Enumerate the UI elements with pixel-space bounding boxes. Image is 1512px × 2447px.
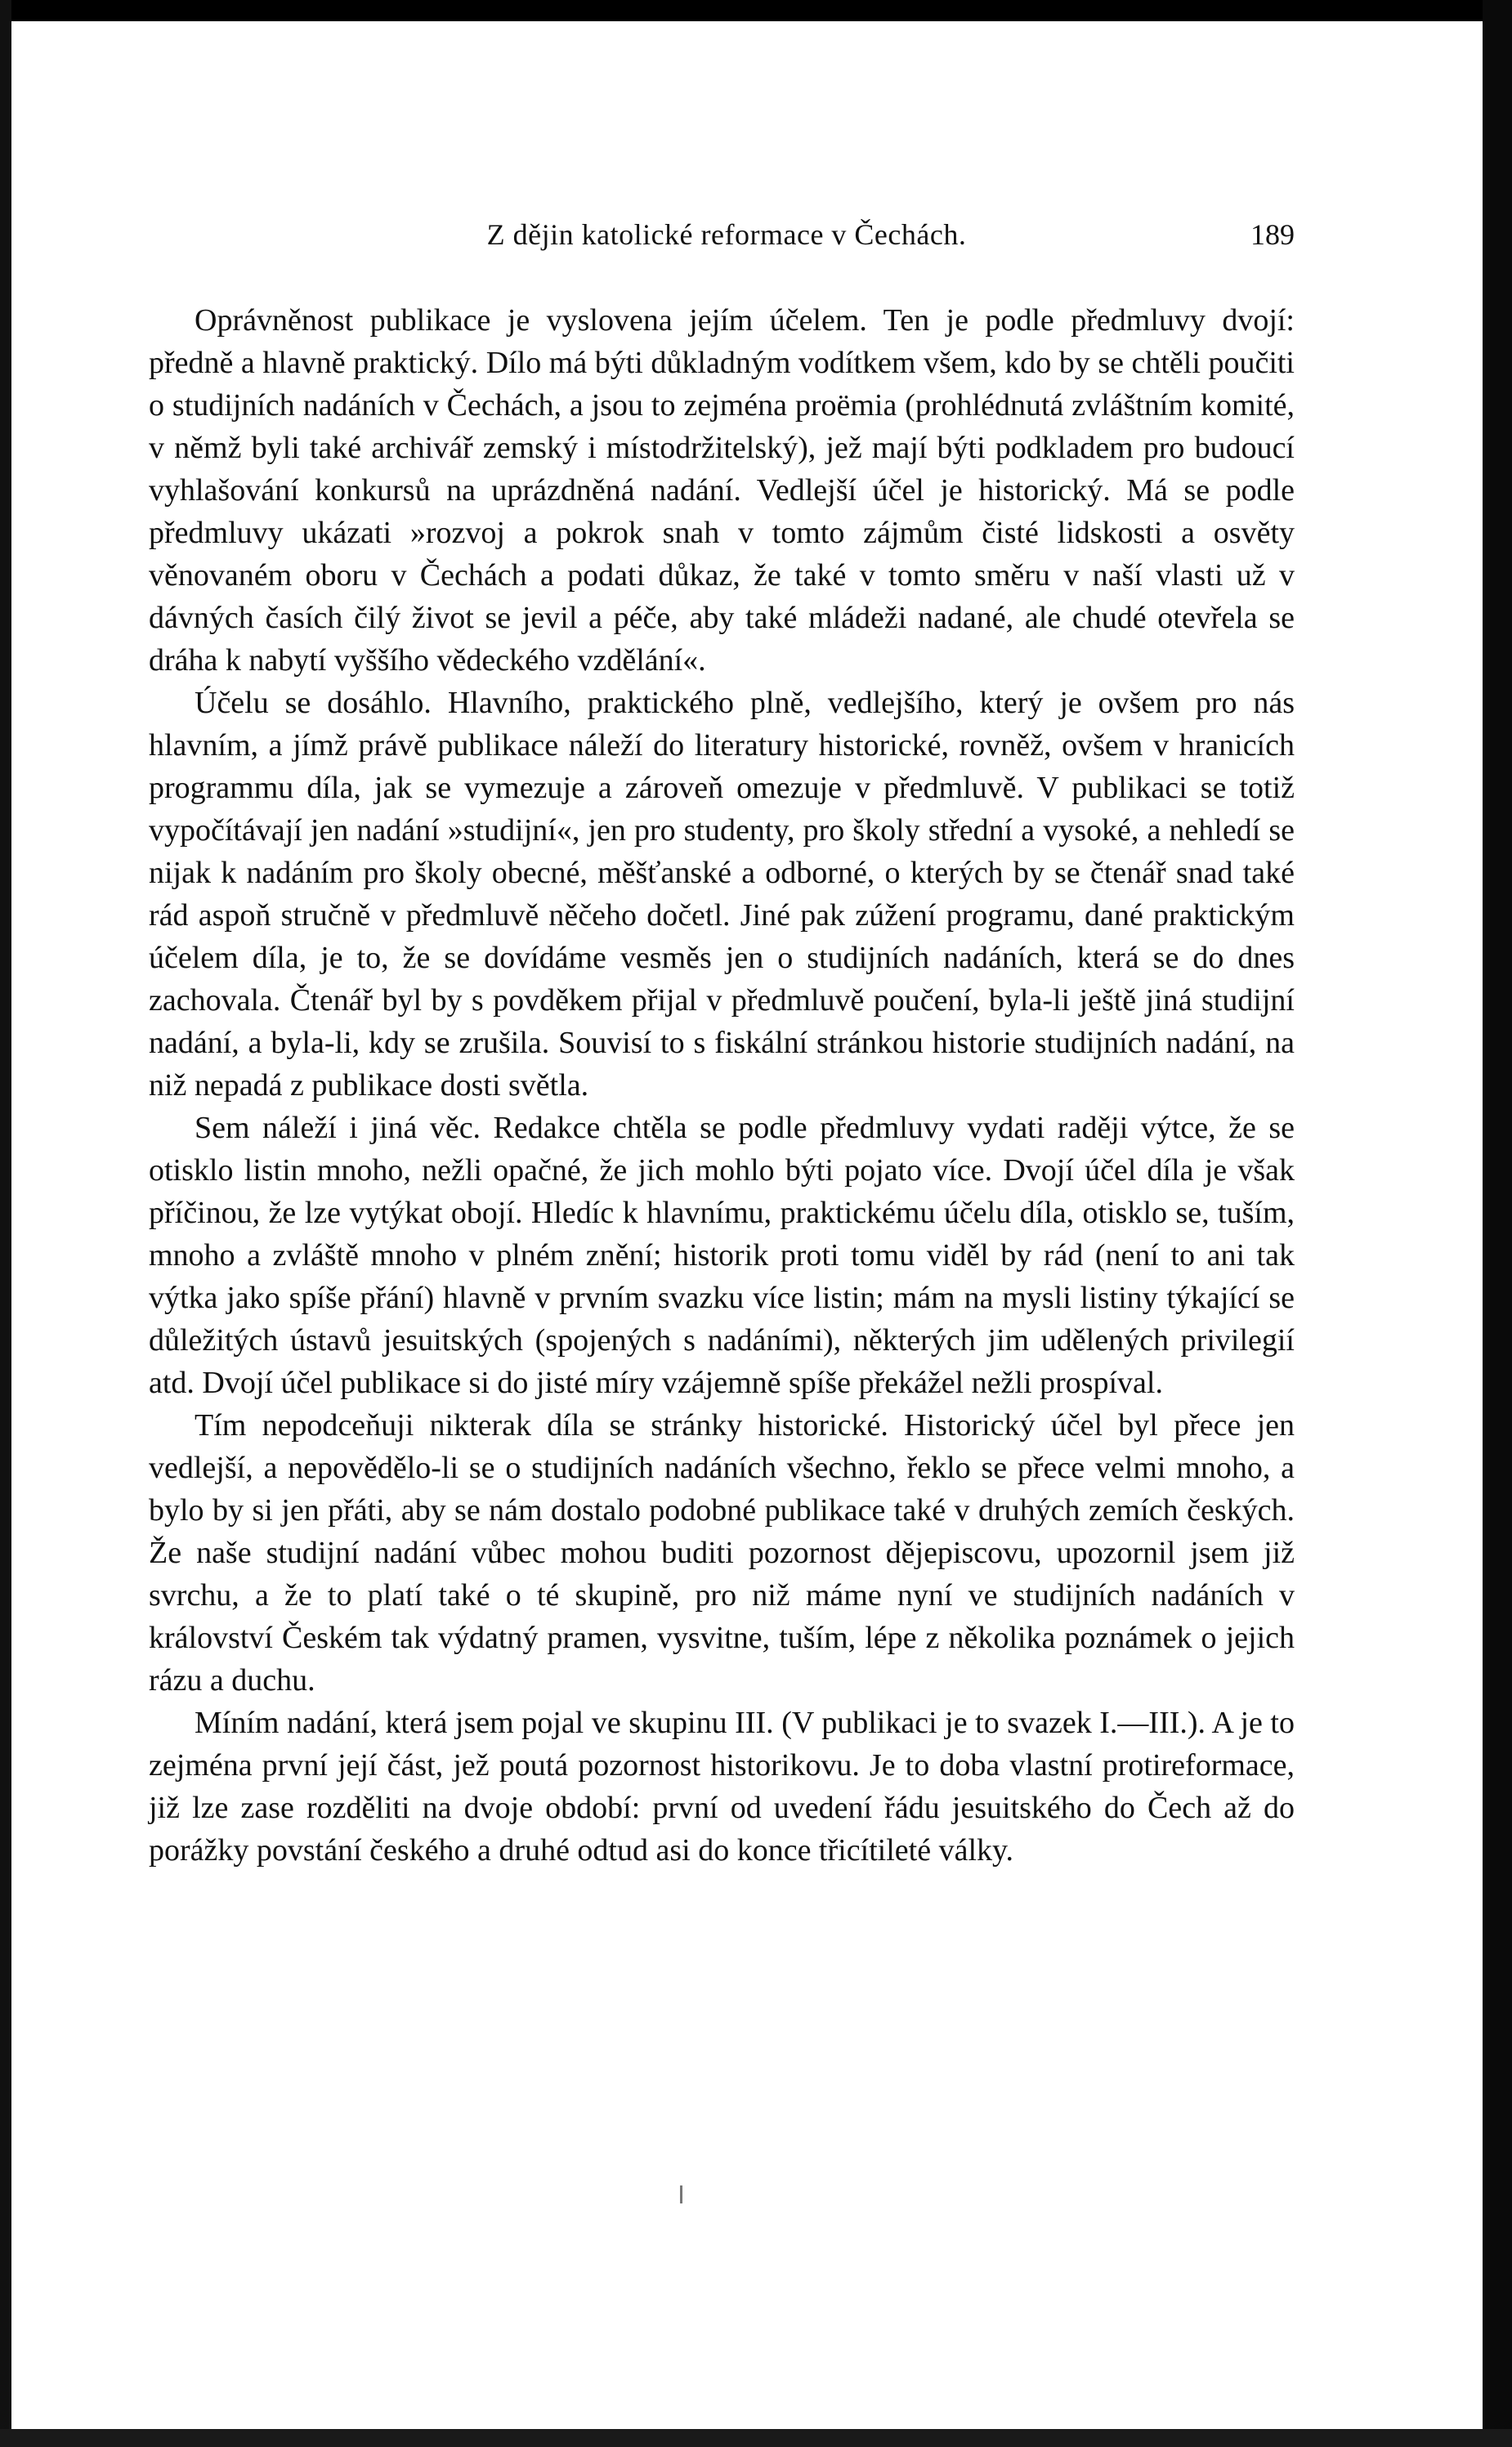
scan-edge-bottom <box>0 2429 1512 2447</box>
scan-speck <box>680 2185 682 2203</box>
running-head <box>159 217 1295 266</box>
running-title: Z dějin katolické reformace v Čechách. <box>486 218 967 251</box>
body-text <box>149 299 1295 1872</box>
paragraph-5: Míním nadání, která jsem pojal ve skupinu III. (V publikaci je to svazek I.—III.). A je to zejména první její část, jež poutá pozornost historikovu. Je to doba vlastní protireformace, již lze zase rozděliti na dvoje období: první od uvedení řádu jesuitského do Čech až do porážky povstání českého a druhé odtud asi do konce třicítileté války. <box>149 1706 1295 1868</box>
paragraph-1: Oprávněnost publikace je vyslovena jejím účelem. Ten je podle předmluvy dvojí: předně a hlavně praktický. Dílo má býti důkladným vodítkem všem, kdo by se chtěli poučiti o studijních nadáních v Čechách, a jsou to zejména proëmia (prohlédnutá zvláštním komité, v němž byli také archivář zemský i místodržitelský), jež mají býti podkladem pro budoucí vyhlašování konkursů na uprázdněná nadání. Vedlejší účel je historický. Má se podle předmluvy ukázati »rozvoj a pokrok snah v tomto zájmům čisté lidskosti a osvěty věnovaném oboru v Čechách a podati důkaz, že také v tomto směru v naší vlasti už v dávných časích čilý život se jevil a péče, aby také mládeži nadané, ale chudé otevřela se dráha k nabytí vyššího vědeckého vzdělání«. <box>149 303 1295 678</box>
scan-edge-right <box>1483 0 1512 2447</box>
paragraph-2: Účelu se dosáhlo. Hlavního, praktického plně, vedlejšího, který je ovšem pro nás hlavním, a jímž právě publikace náleží do literatury historické, rovněž, ovšem v hranicích programmu díla, jak se vymezuje a zároveň omezuje v předmluvě. V publikaci se totiž vypočítávají jen nadání »studijní«, jen pro studenty, pro školy střední a vysoké, a nehledí se nijak k nadáním pro školy obecné, měšťanské a odborné, o kterých by se čtenář snad také rád aspoň stručně v předmluvě něčeho dočetl. Jiné pak zúžení programu, dané praktickým účelem díla, je to, že se dovídáme vesměs jen o studijních nadáních, která se do dnes zachovala. Čtenář byl by s povděkem přijal v předmluvě poučení, byla-li ještě jiná studijní nadání, a byla-li, kdy se zrušila. Souvisí to s fiskální stránkou historie studijních nadání, na niž nepadá z publikace dosti světla. <box>149 686 1295 1103</box>
page-number: 189 <box>1250 218 1295 251</box>
book-page <box>11 21 1483 2429</box>
paragraph-3: Sem náleží i jiná věc. Redakce chtěla se podle předmluvy vydati raději výtce, že se otisklo listin mnoho, nežli opačné, že jich mohlo býti pojato více. Dvojí účel díla je však příčinou, že lze vytýkat obojí. Hledíc k hlavnímu, praktickému účelu díla, otisklo se, tuším, mnoho a zvláště mnoho v plném znění; historik proti tomu viděl by rád (není to ani tak výtka jako spíše přání) hlavně v prvním svazku více listin; mám na mysli listiny týkající se důležitých ústavů jesuitských (spojených s nadáními), některých jim udělených privilegií atd. Dvojí účel publikace si do jisté míry vzájemně spíše překážel nežli prospíval. <box>149 1111 1295 1400</box>
scan-edge-left <box>0 0 11 2447</box>
paragraph-4: Tím nepodceňuji nikterak díla se stránky historické. Historický účel byl přece jen vedlejší, a nepovědělo-li se o studijních nadáních všechno, řeklo se přece velmi mnoho, a bylo by si jen přáti, aby se nám dostalo podobné publikace také v druhých zemích českých. Že naše studijní nadání vůbec mohou buditi pozornost dějepiscovu, upozornil jsem již svrchu, a že to platí také o té skupině, pro niž máme nyní ve studijních nadáních v království Českém tak výdatný pramen, vysvitne, tuším, lépe z několika poznámek o jejich rázu a duchu. <box>149 1408 1295 1698</box>
scan-edge-top <box>0 0 1512 21</box>
